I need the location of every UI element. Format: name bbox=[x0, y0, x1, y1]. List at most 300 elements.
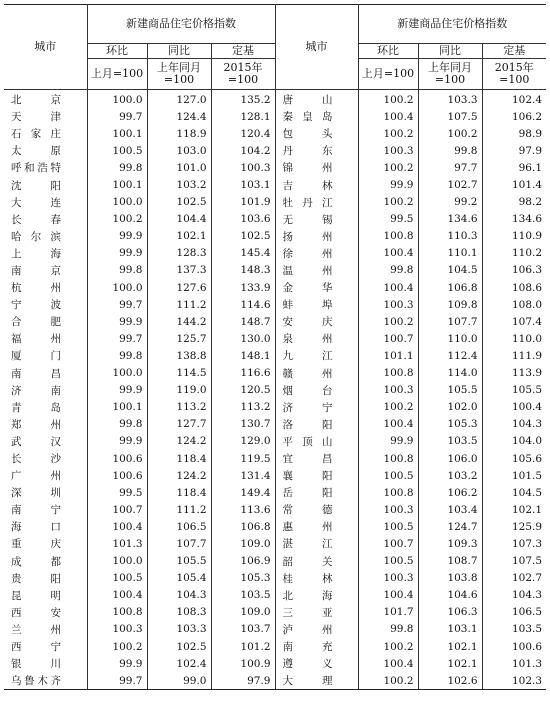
right-base-value: 106.3 bbox=[482, 262, 546, 279]
left-base-value: 101.2 bbox=[211, 638, 275, 655]
city-name: 南京 bbox=[11, 264, 61, 277]
right-base-value: 102.3 bbox=[482, 672, 546, 690]
right-mom-value: 100.3 bbox=[358, 501, 418, 518]
price-index-table bbox=[4, 4, 546, 690]
city-name: 赣州 bbox=[282, 367, 333, 380]
table-row bbox=[4, 382, 546, 399]
left-yoy-value: 105.4 bbox=[147, 570, 211, 587]
left-yoy-value: 124.2 bbox=[147, 433, 211, 450]
right-col-mom-header: 环比 bbox=[358, 44, 418, 59]
table-row bbox=[4, 279, 546, 296]
left-city-cell bbox=[4, 518, 87, 535]
left-yoy-value: 102.5 bbox=[147, 194, 211, 211]
left-yoy-value: 144.2 bbox=[147, 313, 211, 330]
city-name: 兰州 bbox=[11, 623, 61, 636]
right-city-cell bbox=[275, 296, 358, 313]
left-yoy-value: 101.0 bbox=[147, 159, 211, 176]
left-mom-value: 99.8 bbox=[87, 347, 147, 364]
table-row bbox=[4, 416, 546, 433]
right-base-value: 101.5 bbox=[482, 467, 546, 484]
city-name: 乌鲁木齐 bbox=[11, 675, 61, 688]
left-base-value: 120.5 bbox=[211, 382, 275, 399]
left-city-cell bbox=[4, 655, 87, 672]
city-name: 平顶山 bbox=[282, 435, 333, 448]
right-yoy-value: 103.3 bbox=[418, 90, 482, 109]
table-row bbox=[4, 587, 546, 604]
right-yoy-value: 107.7 bbox=[418, 313, 482, 330]
right-city-cell bbox=[275, 501, 358, 518]
right-base-value: 98.2 bbox=[482, 194, 546, 211]
left-mom-value: 100.1 bbox=[87, 176, 147, 193]
left-mom-value: 101.3 bbox=[87, 535, 147, 552]
right-yoy-value: 102.1 bbox=[418, 638, 482, 655]
left-mom-value: 99.7 bbox=[87, 108, 147, 125]
city-name: 惠州 bbox=[282, 521, 333, 534]
right-city-cell bbox=[275, 467, 358, 484]
table-row bbox=[4, 142, 546, 159]
left-city-cell bbox=[4, 228, 87, 245]
left-mom-value: 99.9 bbox=[87, 433, 147, 450]
right-mom-value: 100.2 bbox=[358, 194, 418, 211]
right-yoy-value: 103.1 bbox=[418, 621, 482, 638]
right-yoy-value: 134.6 bbox=[418, 211, 482, 228]
left-base-value: 135.2 bbox=[211, 90, 275, 109]
city-name: 福州 bbox=[11, 333, 61, 346]
right-yoy-value: 99.8 bbox=[418, 142, 482, 159]
right-yoy-value: 106.3 bbox=[418, 604, 482, 621]
right-city-cell bbox=[275, 535, 358, 552]
left-mom-value: 100.5 bbox=[87, 142, 147, 159]
left-city-cell bbox=[4, 108, 87, 125]
table-row bbox=[4, 159, 546, 176]
right-mom-value: 99.8 bbox=[358, 262, 418, 279]
right-yoy-value: 99.2 bbox=[418, 194, 482, 211]
left-mom-value: 100.0 bbox=[87, 553, 147, 570]
left-city-cell bbox=[4, 176, 87, 193]
city-name: 天津 bbox=[11, 111, 61, 124]
left-mom-value: 100.3 bbox=[87, 621, 147, 638]
left-base-value: 131.4 bbox=[211, 467, 275, 484]
left-base-yoy: 上年同月=100 bbox=[147, 59, 211, 90]
table-row bbox=[4, 347, 546, 364]
city-name: 长沙 bbox=[11, 453, 61, 466]
table-row bbox=[4, 638, 546, 655]
right-base-value: 101.4 bbox=[482, 176, 546, 193]
left-base-value: 148.3 bbox=[211, 262, 275, 279]
left-yoy-value: 119.0 bbox=[147, 382, 211, 399]
left-yoy-value: 118.9 bbox=[147, 125, 211, 142]
right-base-value: 107.5 bbox=[482, 553, 546, 570]
left-base-value: 104.2 bbox=[211, 142, 275, 159]
city-name: 银川 bbox=[11, 658, 61, 671]
left-base-value: 133.9 bbox=[211, 279, 275, 296]
table-row bbox=[4, 570, 546, 587]
left-city-cell bbox=[4, 382, 87, 399]
city-name: 武汉 bbox=[11, 435, 61, 448]
right-city-cell bbox=[275, 416, 358, 433]
left-base-value: 116.6 bbox=[211, 365, 275, 382]
right-city-cell bbox=[275, 194, 358, 211]
right-base-value: 104.3 bbox=[482, 587, 546, 604]
left-mom-value: 99.9 bbox=[87, 245, 147, 262]
city-name: 昆明 bbox=[11, 589, 61, 602]
city-name: 合肥 bbox=[11, 316, 61, 329]
right-base-value: 100.4 bbox=[482, 399, 546, 416]
right-yoy-value: 124.7 bbox=[418, 518, 482, 535]
city-name: 吉林 bbox=[282, 179, 333, 192]
right-city-cell bbox=[275, 553, 358, 570]
right-base-value: 107.3 bbox=[482, 535, 546, 552]
left-base-value: 100.3 bbox=[211, 159, 275, 176]
table-row bbox=[4, 108, 546, 125]
city-name: 重庆 bbox=[11, 538, 61, 551]
left-yoy-value: 138.8 bbox=[147, 347, 211, 364]
right-base-value: 96.1 bbox=[482, 159, 546, 176]
left-base-value: 119.5 bbox=[211, 450, 275, 467]
city-name: 贵阳 bbox=[11, 572, 61, 585]
city-name: 济宁 bbox=[282, 401, 333, 414]
city-name: 广州 bbox=[11, 470, 61, 483]
left-city-cell bbox=[4, 450, 87, 467]
right-city-cell bbox=[275, 279, 358, 296]
right-city-cell bbox=[275, 211, 358, 228]
left-mom-value: 99.5 bbox=[87, 484, 147, 501]
right-yoy-value: 104.5 bbox=[418, 262, 482, 279]
left-yoy-value: 127.0 bbox=[147, 90, 211, 109]
right-yoy-value: 103.4 bbox=[418, 501, 482, 518]
table-row bbox=[4, 245, 546, 262]
left-mom-value: 99.7 bbox=[87, 330, 147, 347]
left-base-value: 145.4 bbox=[211, 245, 275, 262]
left-yoy-value: 128.3 bbox=[147, 245, 211, 262]
left-base-value: 102.5 bbox=[211, 228, 275, 245]
right-city-cell bbox=[275, 484, 358, 501]
left-base-mom: 上月=100 bbox=[87, 59, 147, 90]
left-yoy-value: 102.4 bbox=[147, 655, 211, 672]
right-group-title: 新建商品住宅价格指数 bbox=[358, 5, 546, 44]
table-row bbox=[4, 330, 546, 347]
left-mom-value: 100.2 bbox=[87, 211, 147, 228]
left-base-value: 105.3 bbox=[211, 570, 275, 587]
left-city-cell bbox=[4, 467, 87, 484]
city-name: 石家庄 bbox=[11, 128, 61, 141]
right-mom-value: 100.8 bbox=[358, 484, 418, 501]
right-city-cell bbox=[275, 655, 358, 672]
right-base-value: 104.5 bbox=[482, 484, 546, 501]
right-mom-value: 100.2 bbox=[358, 672, 418, 690]
right-yoy-value: 108.7 bbox=[418, 553, 482, 570]
city-name: 大连 bbox=[11, 196, 61, 209]
right-mom-value: 100.4 bbox=[358, 279, 418, 296]
right-base-value: 113.9 bbox=[482, 365, 546, 382]
table-row bbox=[4, 228, 546, 245]
left-yoy-value: 127.6 bbox=[147, 279, 211, 296]
right-base-value: 106.2 bbox=[482, 108, 546, 125]
city-name: 泉州 bbox=[282, 333, 333, 346]
right-mom-value: 100.7 bbox=[358, 330, 418, 347]
city-name: 宜昌 bbox=[282, 453, 333, 466]
city-name: 锦州 bbox=[282, 162, 333, 175]
city-name: 九江 bbox=[282, 350, 333, 363]
left-city-cell bbox=[4, 245, 87, 262]
right-yoy-value: 100.2 bbox=[418, 125, 482, 142]
right-yoy-value: 110.3 bbox=[418, 228, 482, 245]
left-base-value: 114.6 bbox=[211, 296, 275, 313]
right-mom-value: 101.7 bbox=[358, 604, 418, 621]
left-city-cell bbox=[4, 484, 87, 501]
city-name: 南充 bbox=[282, 641, 333, 654]
right-base-value: 110.9 bbox=[482, 228, 546, 245]
left-base-value: 103.7 bbox=[211, 621, 275, 638]
left-yoy-value: 113.2 bbox=[147, 399, 211, 416]
left-city-cell bbox=[4, 535, 87, 552]
table-row bbox=[4, 450, 546, 467]
right-base-2015: 2015年=100 bbox=[482, 59, 546, 90]
city-name: 泸州 bbox=[282, 623, 333, 636]
city-name: 温州 bbox=[282, 264, 333, 277]
right-city-cell bbox=[275, 570, 358, 587]
city-name: 秦皇岛 bbox=[282, 111, 333, 124]
left-yoy-value: 118.4 bbox=[147, 484, 211, 501]
right-city-cell bbox=[275, 621, 358, 638]
left-city-cell bbox=[4, 587, 87, 604]
table-row bbox=[4, 176, 546, 193]
right-base-value: 102.7 bbox=[482, 570, 546, 587]
left-yoy-value: 127.7 bbox=[147, 416, 211, 433]
right-base-yoy: 上年同月=100 bbox=[418, 59, 482, 90]
right-yoy-value: 102.6 bbox=[418, 672, 482, 690]
left-base-value: 109.0 bbox=[211, 604, 275, 621]
left-yoy-value: 102.5 bbox=[147, 638, 211, 655]
left-city-cell bbox=[4, 604, 87, 621]
left-city-cell bbox=[4, 279, 87, 296]
right-mom-value: 100.8 bbox=[358, 450, 418, 467]
right-yoy-value: 106.8 bbox=[418, 279, 482, 296]
left-city-header: 城市 bbox=[4, 5, 87, 90]
left-mom-value: 100.5 bbox=[87, 570, 147, 587]
left-mom-value: 99.7 bbox=[87, 296, 147, 313]
left-yoy-value: 103.2 bbox=[147, 176, 211, 193]
right-base-value: 107.4 bbox=[482, 313, 546, 330]
right-yoy-value: 105.5 bbox=[418, 382, 482, 399]
left-col-mom-header: 环比 bbox=[87, 44, 147, 59]
table-row bbox=[4, 313, 546, 330]
right-city-cell bbox=[275, 228, 358, 245]
right-city-cell bbox=[275, 672, 358, 690]
left-yoy-value: 103.0 bbox=[147, 142, 211, 159]
right-city-cell bbox=[275, 159, 358, 176]
left-mom-value: 99.9 bbox=[87, 313, 147, 330]
right-base-value: 105.5 bbox=[482, 382, 546, 399]
city-name: 湛江 bbox=[282, 538, 333, 551]
right-yoy-value: 109.3 bbox=[418, 535, 482, 552]
left-mom-value: 99.7 bbox=[87, 672, 147, 690]
left-mom-value: 100.4 bbox=[87, 518, 147, 535]
right-mom-value: 99.8 bbox=[358, 621, 418, 638]
left-base-value: 103.1 bbox=[211, 176, 275, 193]
right-base-value: 108.0 bbox=[482, 296, 546, 313]
right-yoy-value: 106.2 bbox=[418, 484, 482, 501]
left-base-value: 101.9 bbox=[211, 194, 275, 211]
table-row bbox=[4, 553, 546, 570]
right-mom-value: 99.9 bbox=[358, 176, 418, 193]
city-name: 襄阳 bbox=[282, 470, 333, 483]
left-mom-value: 100.7 bbox=[87, 501, 147, 518]
left-city-cell bbox=[4, 194, 87, 211]
right-col-yoy-header: 同比 bbox=[418, 44, 482, 59]
table-row bbox=[4, 296, 546, 313]
city-name: 长春 bbox=[11, 213, 61, 226]
left-yoy-value: 124.2 bbox=[147, 467, 211, 484]
right-base-value: 104.0 bbox=[482, 433, 546, 450]
right-yoy-value: 102.1 bbox=[418, 655, 482, 672]
right-mom-value: 101.1 bbox=[358, 347, 418, 364]
left-base-value: 149.4 bbox=[211, 484, 275, 501]
left-col-base-header: 定基 bbox=[211, 44, 275, 59]
city-name: 济南 bbox=[11, 384, 61, 397]
left-mom-value: 99.9 bbox=[87, 655, 147, 672]
city-name: 包头 bbox=[282, 128, 333, 141]
left-col-yoy-header: 同比 bbox=[147, 44, 211, 59]
left-mom-value: 100.6 bbox=[87, 467, 147, 484]
left-yoy-value: 107.7 bbox=[147, 535, 211, 552]
city-name: 沈阳 bbox=[11, 179, 61, 192]
left-city-cell bbox=[4, 142, 87, 159]
city-name: 桂林 bbox=[282, 572, 333, 585]
right-mom-value: 100.4 bbox=[358, 108, 418, 125]
right-mom-value: 100.3 bbox=[358, 382, 418, 399]
table-row bbox=[4, 90, 546, 109]
right-base-value: 134.6 bbox=[482, 211, 546, 228]
right-yoy-value: 106.0 bbox=[418, 450, 482, 467]
left-yoy-value: 108.3 bbox=[147, 604, 211, 621]
city-name: 海口 bbox=[11, 521, 61, 534]
right-yoy-value: 112.4 bbox=[418, 347, 482, 364]
left-mom-value: 100.6 bbox=[87, 450, 147, 467]
right-city-cell bbox=[275, 330, 358, 347]
right-base-value: 105.6 bbox=[482, 450, 546, 467]
right-base-value: 110.0 bbox=[482, 330, 546, 347]
left-yoy-value: 106.5 bbox=[147, 518, 211, 535]
city-name: 烟台 bbox=[282, 384, 333, 397]
left-yoy-value: 114.5 bbox=[147, 365, 211, 382]
right-yoy-value: 114.0 bbox=[418, 365, 482, 382]
right-city-cell bbox=[275, 433, 358, 450]
city-name: 扬州 bbox=[282, 230, 333, 243]
city-name: 呼和浩特 bbox=[11, 162, 61, 175]
left-city-cell bbox=[4, 313, 87, 330]
right-city-cell bbox=[275, 90, 358, 109]
right-yoy-value: 105.3 bbox=[418, 416, 482, 433]
right-yoy-value: 110.0 bbox=[418, 330, 482, 347]
right-mom-value: 100.2 bbox=[358, 125, 418, 142]
right-yoy-value: 103.2 bbox=[418, 467, 482, 484]
left-yoy-value: 111.2 bbox=[147, 296, 211, 313]
right-city-cell bbox=[275, 176, 358, 193]
city-name: 太原 bbox=[11, 145, 61, 158]
left-mom-value: 100.1 bbox=[87, 399, 147, 416]
right-base-value: 106.5 bbox=[482, 604, 546, 621]
table-row bbox=[4, 501, 546, 518]
left-city-cell bbox=[4, 347, 87, 364]
left-base-value: 113.2 bbox=[211, 399, 275, 416]
city-name: 北京 bbox=[11, 94, 61, 107]
right-mom-value: 100.7 bbox=[358, 535, 418, 552]
left-city-cell bbox=[4, 416, 87, 433]
right-base-value: 111.9 bbox=[482, 347, 546, 364]
right-mom-value: 100.2 bbox=[358, 159, 418, 176]
left-city-cell bbox=[4, 621, 87, 638]
city-name: 岳阳 bbox=[282, 487, 333, 500]
city-name: 常德 bbox=[282, 504, 333, 517]
right-city-cell bbox=[275, 262, 358, 279]
left-base-value: 130.7 bbox=[211, 416, 275, 433]
right-city-cell bbox=[275, 313, 358, 330]
city-name: 杭州 bbox=[11, 282, 61, 295]
right-mom-value: 100.2 bbox=[358, 399, 418, 416]
right-mom-value: 100.2 bbox=[358, 638, 418, 655]
right-city-cell bbox=[275, 604, 358, 621]
table-row bbox=[4, 535, 546, 552]
left-city-cell bbox=[4, 433, 87, 450]
left-yoy-value: 118.4 bbox=[147, 450, 211, 467]
table-row bbox=[4, 621, 546, 638]
right-yoy-value: 104.6 bbox=[418, 587, 482, 604]
left-base-2015: 2015年=100 bbox=[211, 59, 275, 90]
city-name: 洛阳 bbox=[282, 418, 333, 431]
left-mom-value: 100.8 bbox=[87, 604, 147, 621]
right-yoy-value: 102.0 bbox=[418, 399, 482, 416]
city-name: 唐山 bbox=[282, 94, 333, 107]
city-name: 深圳 bbox=[11, 487, 61, 500]
left-base-value: 106.8 bbox=[211, 518, 275, 535]
table-row bbox=[4, 125, 546, 142]
right-city-cell bbox=[275, 365, 358, 382]
right-yoy-value: 103.8 bbox=[418, 570, 482, 587]
city-name: 牡丹江 bbox=[282, 196, 333, 209]
left-yoy-value: 99.0 bbox=[147, 672, 211, 690]
right-mom-value: 100.3 bbox=[358, 296, 418, 313]
right-city-header: 城市 bbox=[275, 5, 358, 90]
left-mom-value: 100.4 bbox=[87, 587, 147, 604]
left-mom-value: 99.9 bbox=[87, 228, 147, 245]
right-city-cell bbox=[275, 125, 358, 142]
left-city-cell bbox=[4, 365, 87, 382]
left-city-cell bbox=[4, 330, 87, 347]
city-name: 哈尔滨 bbox=[11, 230, 61, 243]
right-mom-value: 100.3 bbox=[358, 142, 418, 159]
right-col-base-header: 定基 bbox=[482, 44, 546, 59]
left-mom-value: 99.8 bbox=[87, 159, 147, 176]
table-row bbox=[4, 262, 546, 279]
table-row bbox=[4, 655, 546, 672]
left-yoy-value: 103.3 bbox=[147, 621, 211, 638]
left-mom-value: 100.0 bbox=[87, 90, 147, 109]
city-name: 西安 bbox=[11, 606, 61, 619]
left-yoy-value: 124.4 bbox=[147, 108, 211, 125]
right-base-value: 110.2 bbox=[482, 245, 546, 262]
right-base-value: 100.6 bbox=[482, 638, 546, 655]
table-body bbox=[4, 90, 546, 690]
left-city-cell bbox=[4, 296, 87, 313]
right-city-cell bbox=[275, 638, 358, 655]
left-base-value: 148.7 bbox=[211, 313, 275, 330]
right-yoy-value: 103.5 bbox=[418, 433, 482, 450]
city-name: 青岛 bbox=[11, 401, 61, 414]
left-base-value: 120.4 bbox=[211, 125, 275, 142]
left-base-value: 128.1 bbox=[211, 108, 275, 125]
left-mom-value: 100.0 bbox=[87, 365, 147, 382]
